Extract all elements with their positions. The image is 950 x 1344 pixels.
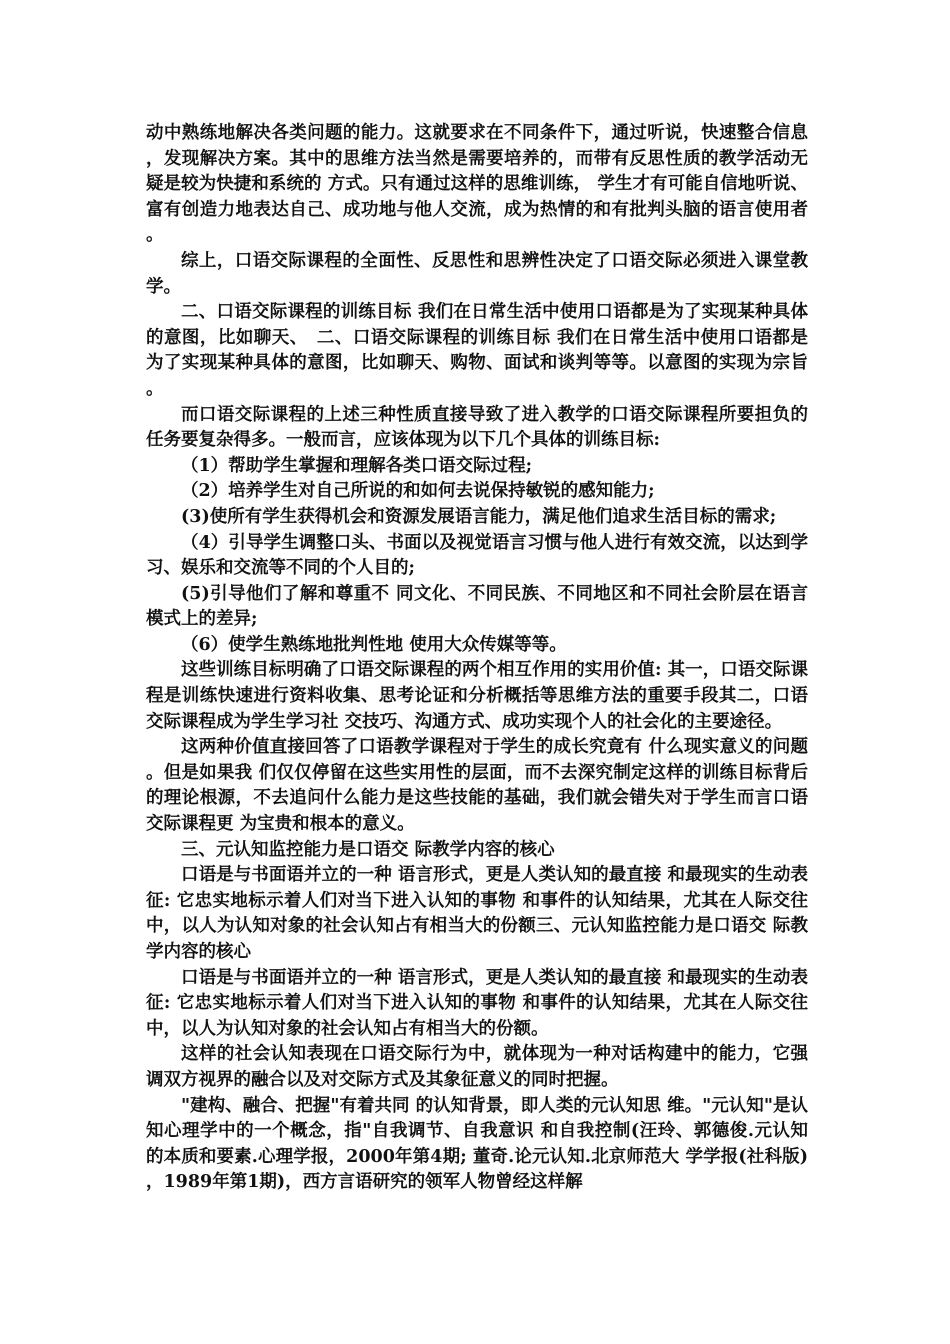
document-page	[146, 121, 808, 1196]
goal-item-1: （1）帮助学生掌握和理解各类口语交际过程;	[181, 455, 533, 476]
section-heading-3: 三、元认知监控能力是口语交 际教学内容的核心	[181, 839, 555, 860]
goal-item-6: （6）使学生熟练地批判性地 使用大众传媒等等。	[181, 634, 567, 655]
goal-item-5: (5)引导他们了解和尊重不 同文化、不同民族、不同地区和不同社会阶层在语言模式上的差异;	[146, 583, 808, 630]
goal-item-4: （4）引导学生调整口头、书面以及视觉语言习惯与他人进行有效交流，以达到学习、娱乐和交流等不同的个人目的;	[146, 532, 808, 579]
paragraph-4: 而口语交际课程的上述三种性质直接导致了进入教学的口语交际课程所要担负的任务要复杂得多。一般而言，应该体现为以下几个具体的训练目标:	[146, 404, 808, 451]
paragraph-17: "建构、融合、把握"有着共同 的认知背景，即人类的元认知思 维。"元认知"是认知心理学中的一个概念，指"自我调节、自我意识 和自我控制(汪玲、郭德俊.元认知 的本质和要素.心理学报，2000年第4期; 董奇.论元认知.北京师范大 学学报(社科版)，1989年第1期)，西方言语研究的领军人物曾经这样解	[146, 1095, 808, 1193]
section-heading-2: 二、口语交际课程的训练目标 我们在日常生活中使用口语都是为了实现某种具体的意图，比如聊天、 二、口语交际课程的训练目标 我们在日常生活中使用口语都是为了实现某种具体的意图，比如聊天、购物、面试和谈判等等。以意图的实现为宗旨。	[146, 302, 808, 399]
goal-item-3: (3)使所有学生获得机会和资源发展语言能力，满足他们追求生活目标的需求;	[181, 506, 777, 527]
paragraph-12: 这两种价值直接回答了口语教学课程对于学生的成长究竟有 什么现实意义的问题。但是如果我 们仅仅停留在这些实用性的层面，而不去深究制定这样的训练目标背后的理论根源，不去追问什么能力是这些技能的基础，我们就会错失对于学生而言口语交际课程更 为宝贵和根本的意义。	[146, 737, 808, 835]
paragraph-15: 口语是与书面语并立的一种 语言形式，更是人类认知的最直接 和最现实的生动表征: 它忠实地标示着人们对当下进入认知的事物 和事件的认知结果，尤其在人际交往中，以人为认知对象的社会认知占有相当大的份额。	[146, 967, 808, 1039]
paragraph-16: 这样的社会认知表现在口语交际行为中，就体现为一种对话构建中的能力，它强调双方视界的融合以及对交际方式及其象征意义的同时把握。	[146, 1044, 808, 1090]
paragraph-14: 口语是与书面语并立的一种 语言形式，更是人类认知的最直接 和最现实的生动表征: 它忠实地标示着人们对当下进入认知的事物 和事件的认知结果，尤其在人际交往中，以人为认知对象的社会认知占有相当大的份额三、元认知监控能力是口语交 际教学内容的核心	[146, 865, 808, 962]
goal-item-2: （2）培养学生对自己所说的和如何去说保持敏锐的感知能力;	[181, 481, 655, 502]
paragraph-11: 这些训练目标明确了口语交际课程的两个相互作用的实用价值: 其一，口语交际课程是训练快速进行资料收集、思考论证和分析概括等思维方法的重要手段其二，口语交际课程成为学生学习社 交技巧、沟通方式、成功实现个人的社会化的主要途径。	[146, 660, 808, 732]
paragraph-2: 综上，口语交际课程的全面性、反思性和思辨性决定了口语交际必须进入课堂教学。	[146, 250, 808, 297]
paragraph-1: 动中熟练地解决各类问题的能力。这就要求在不同条件下，通过听说，快速整合信息，发现解决方案。其中的思维方法当然是需要培养的，而带有反思性质的教学活动无疑是较为快捷和系统的 方式。只有通过这样的思维训练， 学生才有可能自信地听说、富有创造力地表达自己、成功地与他人交流，成为热情的和有批判头脑的语言使用者。	[146, 123, 808, 246]
